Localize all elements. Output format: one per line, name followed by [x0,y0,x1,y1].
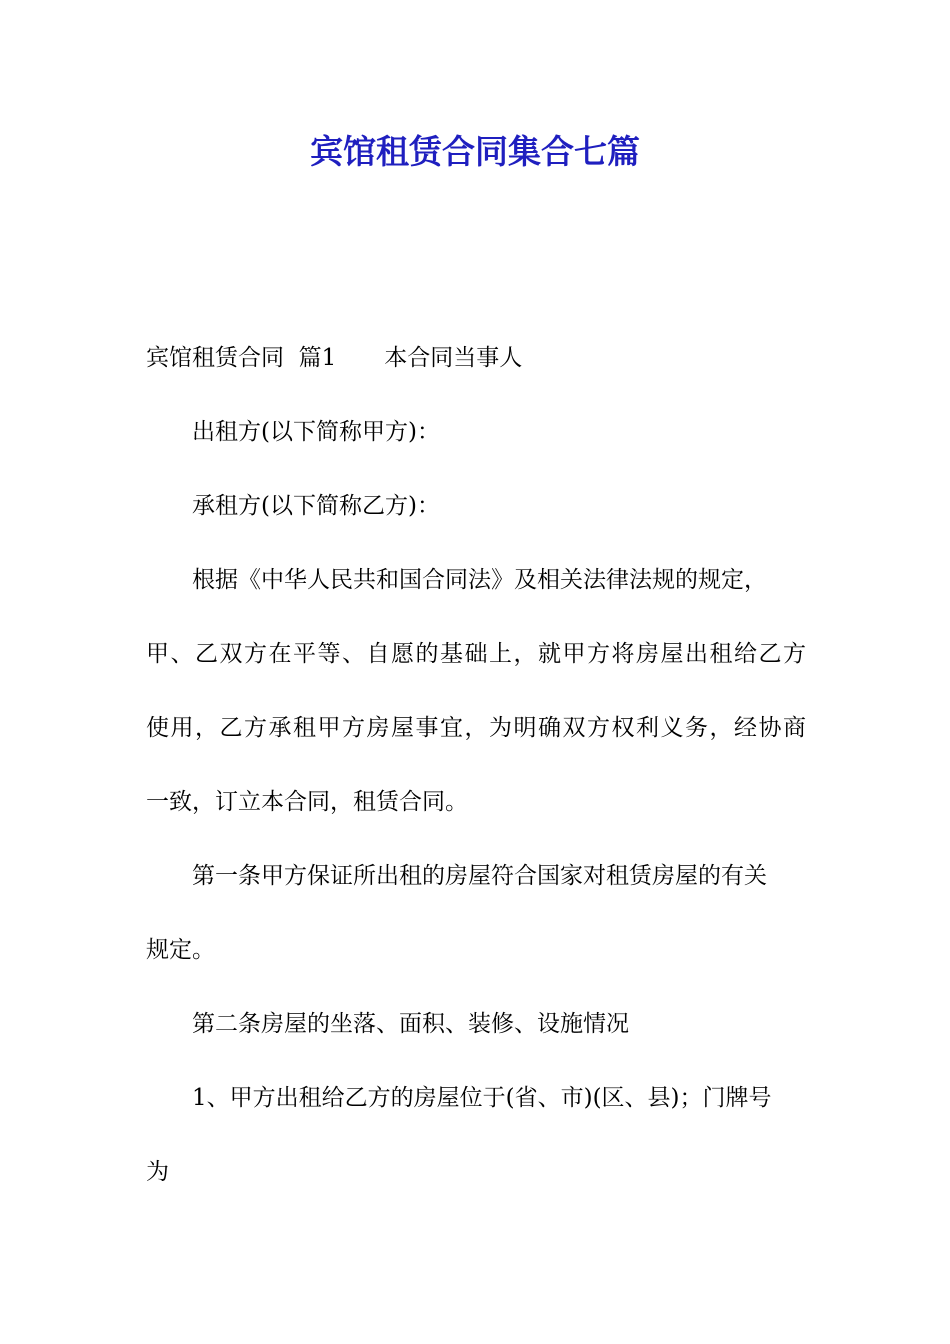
document-body [146,340,806,1228]
paragraph-line: 一致，订立本合同，租赁合同。 [146,789,468,815]
article-2-line: 第二条房屋的坐落、面积、装修、设施情况 [192,1011,629,1037]
article-1-line: 第一条甲方保证所出租的房屋符合国家对租赁房屋的有关 [192,863,767,889]
section-heading: 宾馆租赁合同 篇1 [146,345,337,371]
paragraph-line: 使用，乙方承租甲方房屋事宜，为明确双方权利义务，经协商 [146,715,806,741]
lessee-line: 承租方(以下简称乙方)： [192,493,440,519]
lessor-line: 出租方(以下简称甲方)： [192,419,440,445]
document-title: 宾馆租赁合同集合七篇 [310,132,640,171]
paragraph-line: 甲、乙双方在平等、自愿的基础上，就甲方将房屋出租给乙方 [146,641,806,667]
paragraph-line: 根据《中华人民共和国合同法》及相关法律法规的规定， [192,567,767,593]
article-1-line: 规定。 [146,937,215,963]
clause-1-line: 1、甲方出租给乙方的房屋位于(省、市)(区、县)；门牌号 [192,1085,772,1111]
section-heading-line [146,340,806,377]
clause-1-line: 为 [146,1159,169,1185]
parties-heading: 本合同当事人 [384,345,523,371]
